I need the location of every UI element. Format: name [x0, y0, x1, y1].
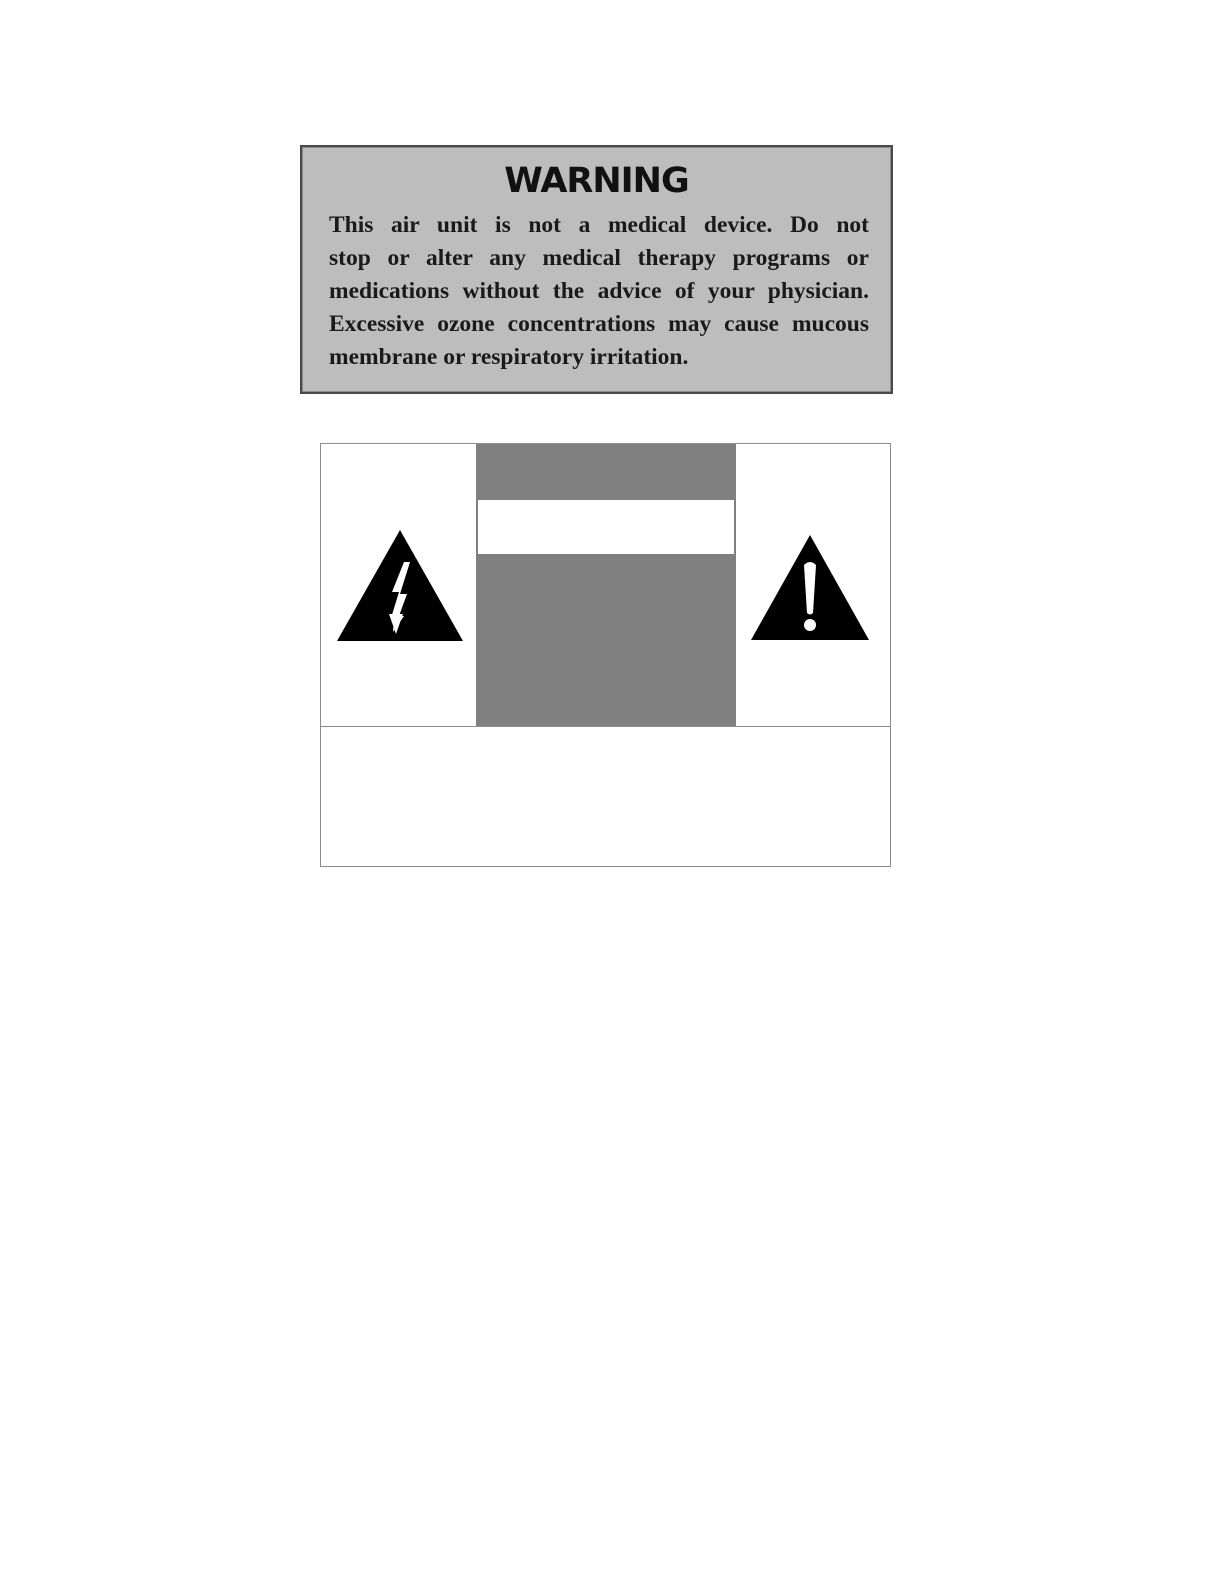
- warning-line: membrane or respiratory irritation.: [329, 344, 689, 370]
- caution-bottom-cell: [321, 726, 890, 866]
- warning-text: [329, 209, 869, 374]
- exclamation-warning-icon: [751, 535, 870, 641]
- warning-line: stop or alter any medical therapy programs or: [329, 245, 869, 271]
- warning-line: This air unit is not a medical device. Do not: [329, 212, 869, 238]
- warning-line: Excessive ozone concentrations may cause mucous: [329, 311, 869, 337]
- electric-shock-warning-icon: [337, 530, 464, 642]
- caution-left-cell: [321, 444, 476, 726]
- caution-right-cell: [736, 444, 891, 726]
- warning-line: medications without the advice of your physician.: [329, 278, 869, 304]
- warning-title: WARNING: [504, 161, 689, 201]
- warning-box: [300, 145, 893, 394]
- caution-center-cell: [476, 444, 736, 726]
- caution-label-bar: [478, 500, 734, 554]
- caution-panel: [320, 443, 891, 867]
